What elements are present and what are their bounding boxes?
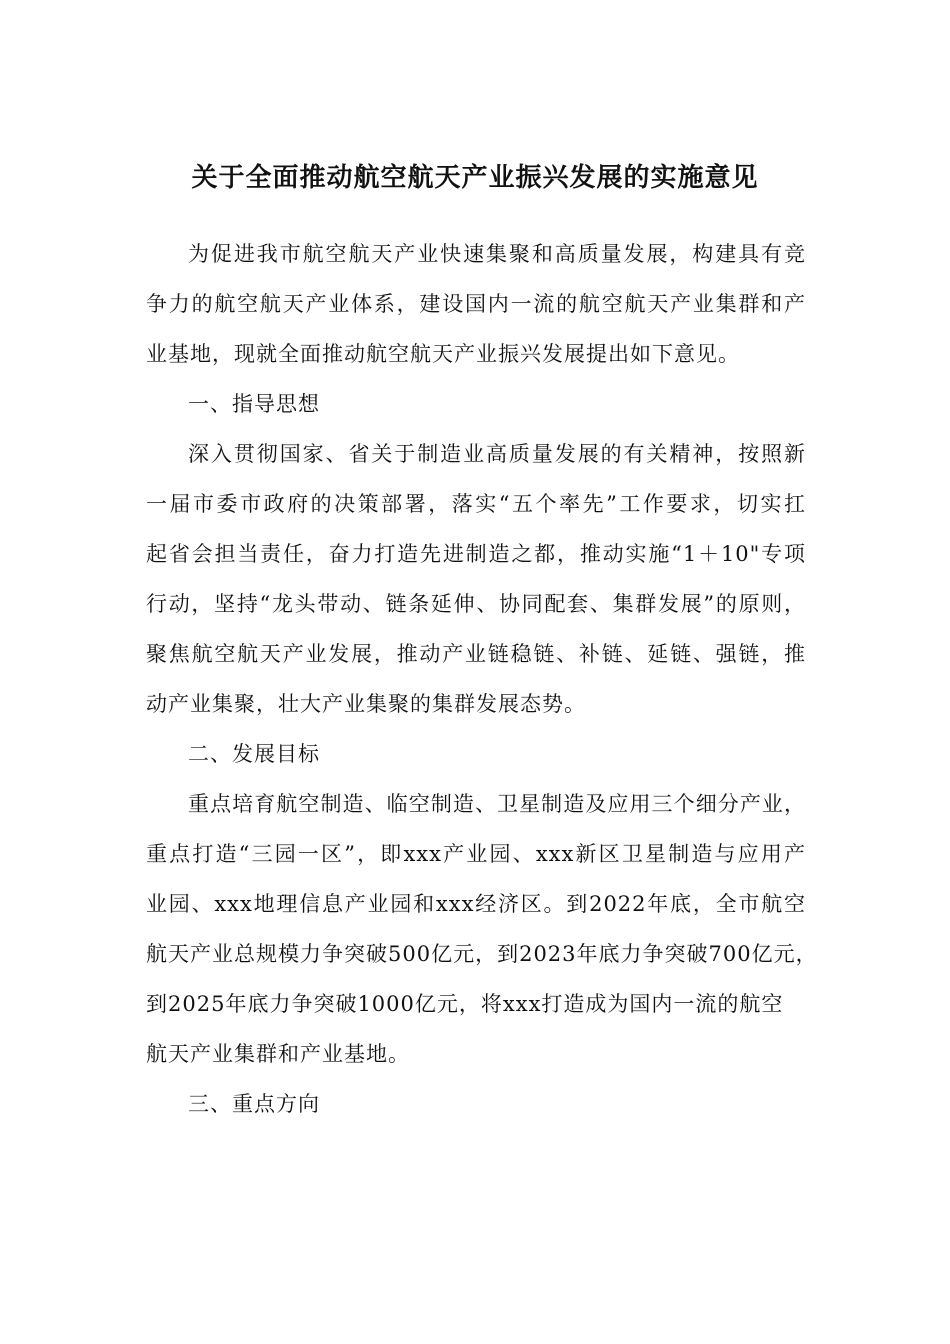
paragraph-line: 业基地，现就全面推动航空航天产业振兴发展提出如下意见。 [146,342,740,366]
development-goals-paragraph [146,779,818,1079]
paragraph-line: 一届市委市政府的决策部署，落实“五个率先”工作要求，切实扛 [146,492,806,516]
paragraph-line: 深入贯彻国家、省关于制造业高质量发展的有关精神，按照新 [188,442,806,466]
paragraph-line: 争力的航空航天产业体系，建设国内一流的航空航天产业集群和产 [146,292,806,316]
paragraph-line: 航天产业总规模力争突破500亿元，到2023年底力争突破700亿元， [146,942,818,966]
paragraph-line: 到2025年底力争突破1000亿元，将xxx打造成为国内一流的航空 [146,992,784,1016]
document-title: 关于全面推动航空航天产业振兴发展的实施意见 [191,163,759,193]
paragraph-line: 聚焦航空航天产业发展，推动产业链稳链、补链、延链、强链，推 [146,642,806,666]
guiding-ideology-paragraph [146,429,806,729]
paragraph-line: 为促进我市航空航天产业快速集聚和高质量发展，构建具有竞 [188,242,806,266]
section-heading-development-goals: 二、发展目标 [188,742,320,766]
paragraph-line: 业园、xxx地理信息产业园和xxx经济区。到2022年底，全市航空 [146,892,806,916]
section-heading-guiding-ideology: 一、指导思想 [188,392,320,416]
section-heading-key-directions: 三、重点方向 [188,1092,320,1116]
paragraph-line: 动产业集聚，壮大产业集聚的集群发展态势。 [146,692,586,716]
paragraph-line: 重点打造“三园一区”，即xxx产业园、xxx新区卫星制造与应用产 [146,842,806,866]
intro-paragraph [146,229,806,379]
document-body [146,229,818,1129]
paragraph-line: 航天产业集群和产业基地。 [146,1042,410,1066]
paragraph-line: 起省会担当责任，奋力打造先进制造之都，推动实施“1＋10"专项 [146,542,806,566]
paragraph-line: 行动，坚持“龙头带动、链条延伸、协同配套、集群发展”的原则， [146,592,806,616]
paragraph-line: 重点培育航空制造、临空制造、卫星制造及应用三个细分产业， [188,792,806,816]
